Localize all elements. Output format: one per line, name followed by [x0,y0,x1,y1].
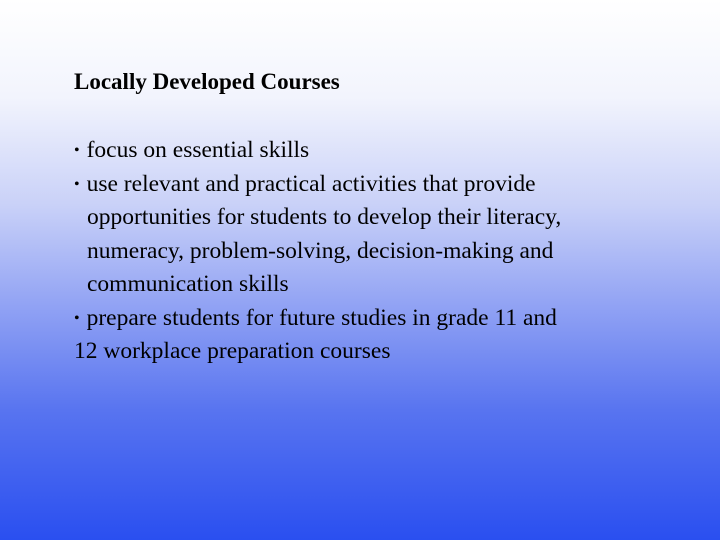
bullet-continuation-line: opportunities for students to develop their literacy, [87,204,562,230]
bullet-continuation-line: numeracy, problem-solving, decision-making and [87,237,554,264]
bullet-text: use relevant and practical activities that provide [86,170,536,197]
slide-title: Locally Developed Courses [74,69,340,94]
bullet-list [74,134,694,369]
bullet-item-3 [74,302,694,336]
bullet-icon: • [74,309,80,327]
bullet-text: focus on essential skills [86,137,310,163]
bullet-text: prepare students for future studies in grade 11 and [86,304,557,331]
bullet-continuation-line: communication skills [87,271,289,297]
bullet-icon: • [74,142,80,159]
bullet-item-1 [74,134,694,168]
bullet-icon: • [74,175,80,193]
bullet-item-2 [74,168,694,202]
bullet-continuation-line: 12 workplace preparation courses [74,338,391,364]
